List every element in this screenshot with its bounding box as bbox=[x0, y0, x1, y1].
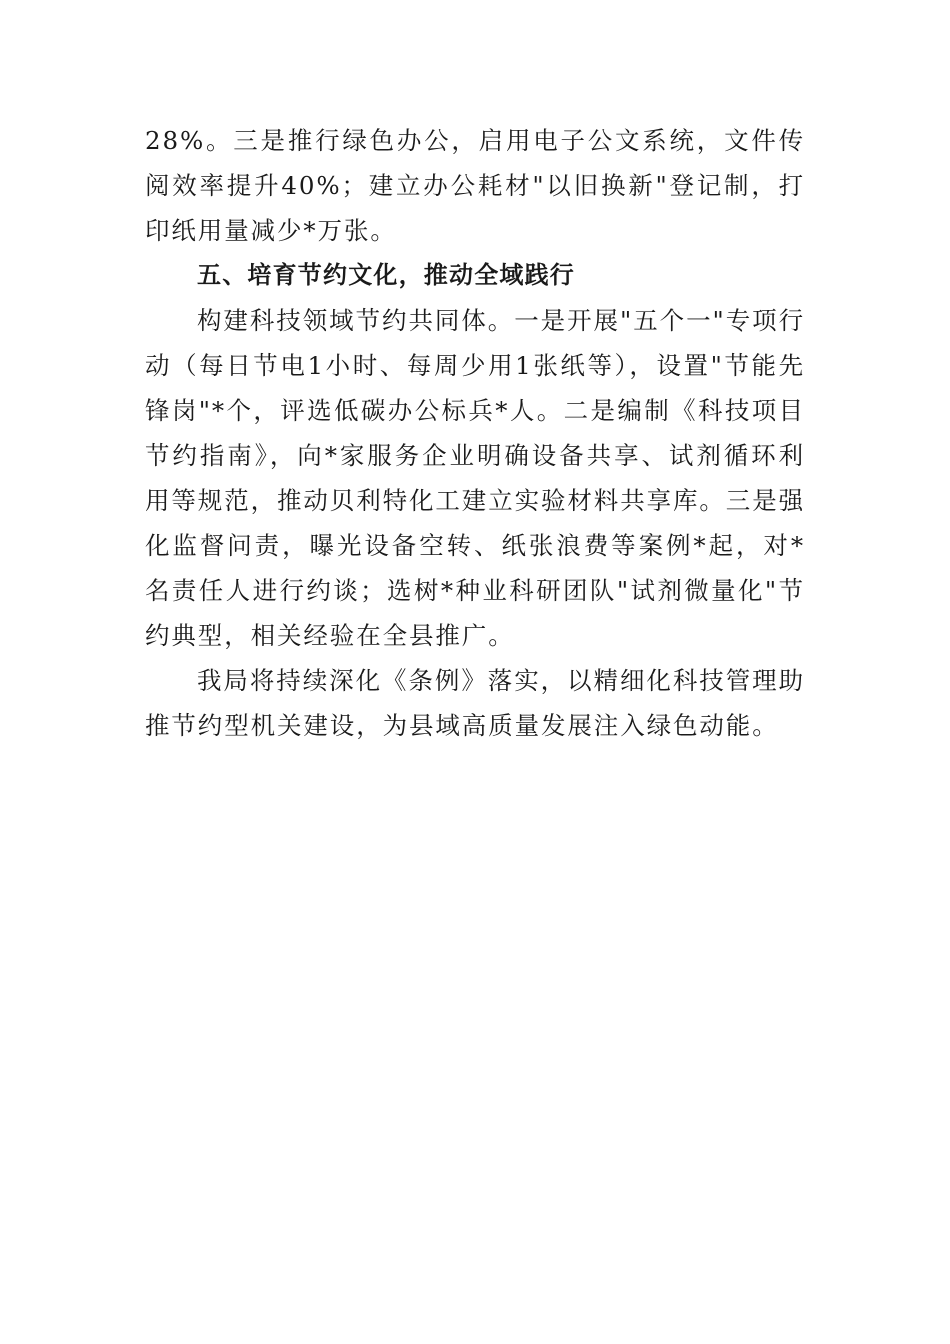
body-paragraph-continued: 28%。三是推行绿色办公，启用电子公文系统，文件传阅效率提升40%；建立办公耗材"以旧换新"登记制，打印纸用量减少*万张。 bbox=[145, 126, 805, 245]
document-page bbox=[145, 118, 805, 748]
body-paragraph-conclusion: 我局将持续深化《条例》落实，以精细化科技管理助推节约型机关建设，为县域高质量发展注入绿色动能。 bbox=[145, 666, 805, 740]
section-heading-5: 五、培育节约文化，推动全域践行 bbox=[197, 261, 575, 289]
body-paragraph-section-5: 构建科技领域节约共同体。一是开展"五个一"专项行动（每日节电1小时、每周少用1张纸等），设置"节能先锋岗"*个，评选低碳办公标兵*人。二是编制《科技项目节约指南》，向*家服务企业明确设备共享、试剂循环利用等规范，推动贝利特化工建立实验材料共享库。三是强化监督问责，曝光设备空转、纸张浪费等案例*起，对*名责任人进行约谈；选树*种业科研团队"试剂微量化"节约典型，相关经验在全县推广。 bbox=[145, 306, 805, 650]
